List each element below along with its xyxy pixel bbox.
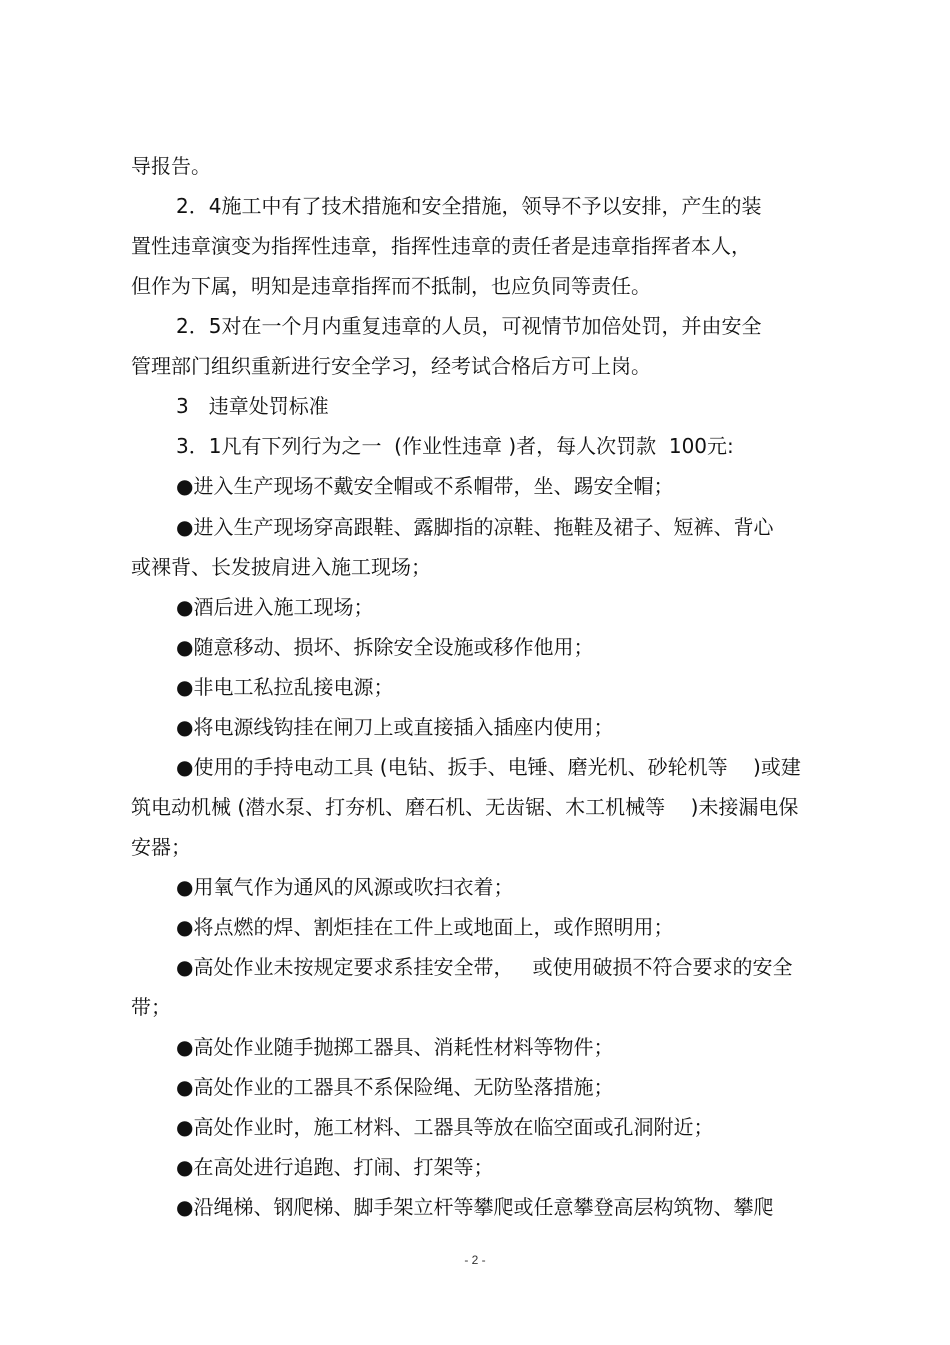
list-item: ●将电源线钩挂在闸刀上或直接插入插座内使用；	[176, 715, 614, 739]
text-line: 置性违章演变为指挥性违章，指挥性违章的责任者是违章指挥者本人，	[131, 234, 751, 258]
list-item: ●沿绳梯、钢爬梯、脚手架立杆等攀爬或任意攀登高层构筑物、攀爬	[176, 1195, 774, 1219]
list-item: ●高处作业随手抛掷工器具、消耗性材料等物件；	[176, 1035, 614, 1059]
list-item: ●高处作业的工器具不系保险绳、无防坠落措施；	[176, 1075, 614, 1099]
list-item: ●进入生产现场不戴安全帽或不系帽带，坐、踢安全帽；	[176, 474, 674, 498]
text-line: 筑电动机械 (潜水泵、打夯机、磨石机、无齿锯、木工机械等 )未接漏电保	[131, 795, 799, 819]
list-item: ●在高处进行追跑、打闹、打架等；	[176, 1155, 494, 1179]
text-line: 导报告。	[131, 154, 211, 178]
text-line: 3．1凡有下列行为之一 (作业性违章 )者，每人次罚款 100元:	[176, 434, 734, 458]
list-item: ●酒后进入施工现场；	[176, 595, 374, 619]
text-line: 安器；	[131, 835, 191, 859]
list-item: ●非电工私拉乱接电源；	[176, 675, 394, 699]
text-line: 带；	[131, 995, 171, 1019]
text-line: 2．4施工中有了技术措施和安全措施，领导不予以安排，产生的装	[176, 194, 762, 218]
list-item: ●高处作业未按规定要求系挂安全带， 或使用破损不符合要求的安全	[176, 955, 793, 979]
list-item: ●使用的手持电动工具 (电钻、扳手、电锤、磨光机、砂轮机等 )或建	[176, 755, 801, 779]
list-item: ●进入生产现场穿高跟鞋、露脚指的凉鞋、拖鞋及裙子、短裤、背心	[176, 515, 774, 539]
text-line: 但作为下属，明知是违章指挥而不抵制，也应负同等责任。	[131, 274, 651, 298]
text-line: 或裸背、长发披肩进入施工现场；	[131, 555, 431, 579]
page-number: - 2 -	[464, 1253, 486, 1267]
list-item: ●高处作业时，施工材料、工器具等放在临空面或孔洞附近；	[176, 1115, 714, 1139]
list-item: ●用氧气作为通风的风源或吹扫衣着；	[176, 875, 514, 899]
list-item: ●随意移动、损坏、拆除安全设施或移作他用；	[176, 635, 594, 659]
text-line: 2．5对在一个月内重复违章的人员，可视情节加倍处罚，并由安全	[176, 314, 762, 338]
list-item: ●将点燃的焊、割炬挂在工件上或地面上，或作照明用；	[176, 915, 674, 939]
text-line: 管理部门组织重新进行安全学习，经考试合格后方可上岗。	[131, 354, 651, 378]
section-heading: 3 违章处罚标准	[176, 394, 329, 418]
